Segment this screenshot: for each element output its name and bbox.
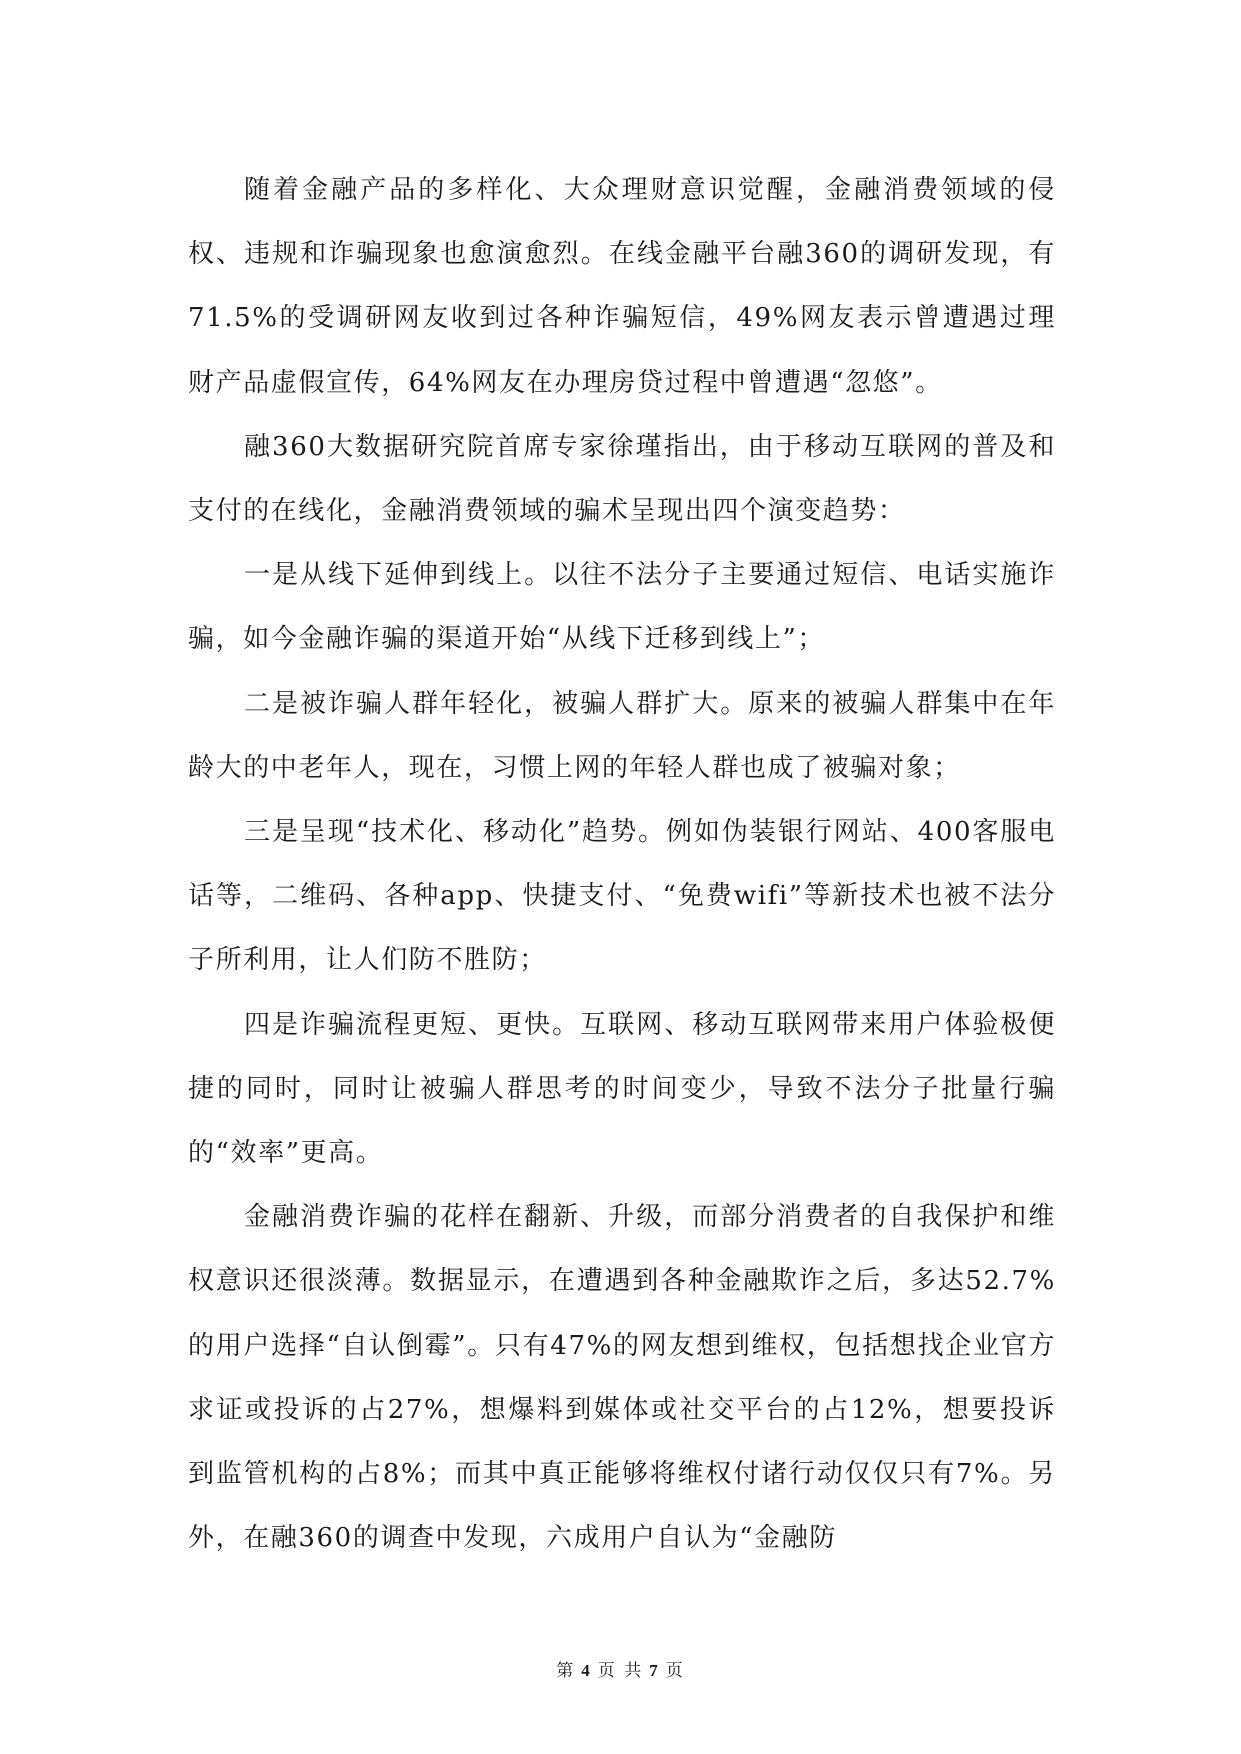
paragraph-3: 一是从线下延伸到线上。以往不法分子主要通过短信、电话实施诈骗，如今金融诈骗的渠道开始“从线下迁移到线上”；: [188, 560, 1056, 655]
footer-total-pages: 7: [649, 1661, 660, 1680]
footer-prefix: 第: [556, 1661, 576, 1681]
footer-middle: 页 共: [597, 1661, 644, 1681]
footer-page-number: 4: [581, 1661, 592, 1680]
paragraph-5: 三是呈现“技术化、移动化”趋势。例如伪装银行网站、400客服电话等，二维码、各种app、快捷支付、“免费wifi”等新技术也被不法分子所利用，让人们防不胜防；: [188, 817, 1056, 976]
paragraph-7: 金融消费诈骗的花样在翻新、升级，而部分消费者的自我保护和维权意识还很淡薄。数据显示，在遭遇到各种金融欺诈之后，多达52.7%的用户选择“自认倒霉”。只有47%的网友想到维权，包括想找企业官方求证或投诉的占27%，想爆料到媒体或社交平台的占12%，想要投诉到监管机构的占8%；而其中真正能够将维权付诸行动仅仅只有7%。另外，在融360的调查中发现，六成用户自认为“金融防: [188, 1202, 1056, 1554]
footer-suffix: 页: [665, 1661, 685, 1681]
page-footer: [0, 1656, 1241, 1681]
paragraph-1: 随着金融产品的多样化、大众理财意识觉醒，金融消费领域的侵权、违规和诈骗现象也愈演愈烈。在线金融平台融360的调研发现，有71.5%的受调研网友收到过各种诈骗短信，49%网友表示曾遭遇过理财产品虚假宣传，64%网友在办理房贷过程中曾遭遇“忽悠”。: [188, 175, 1056, 398]
paragraph-4: 二是被诈骗人群年轻化，被骗人群扩大。原来的被骗人群集中在年龄大的中老年人，现在，习惯上网的年轻人群也成了被骗对象；: [188, 688, 1056, 783]
paragraph-2: 融360大数据研究院首席专家徐瑾指出，由于移动互联网的普及和支付的在线化，金融消费领域的骗术呈现出四个演变趋势：: [188, 431, 1056, 527]
paragraph-6: 四是诈骗流程更短、更快。互联网、移动互联网带来用户体验极便捷的同时，同时让被骗人群思考的时间变少，导致不法分子批量行骗的“效率”更高。: [188, 1009, 1056, 1169]
document-body: [188, 158, 1056, 1570]
